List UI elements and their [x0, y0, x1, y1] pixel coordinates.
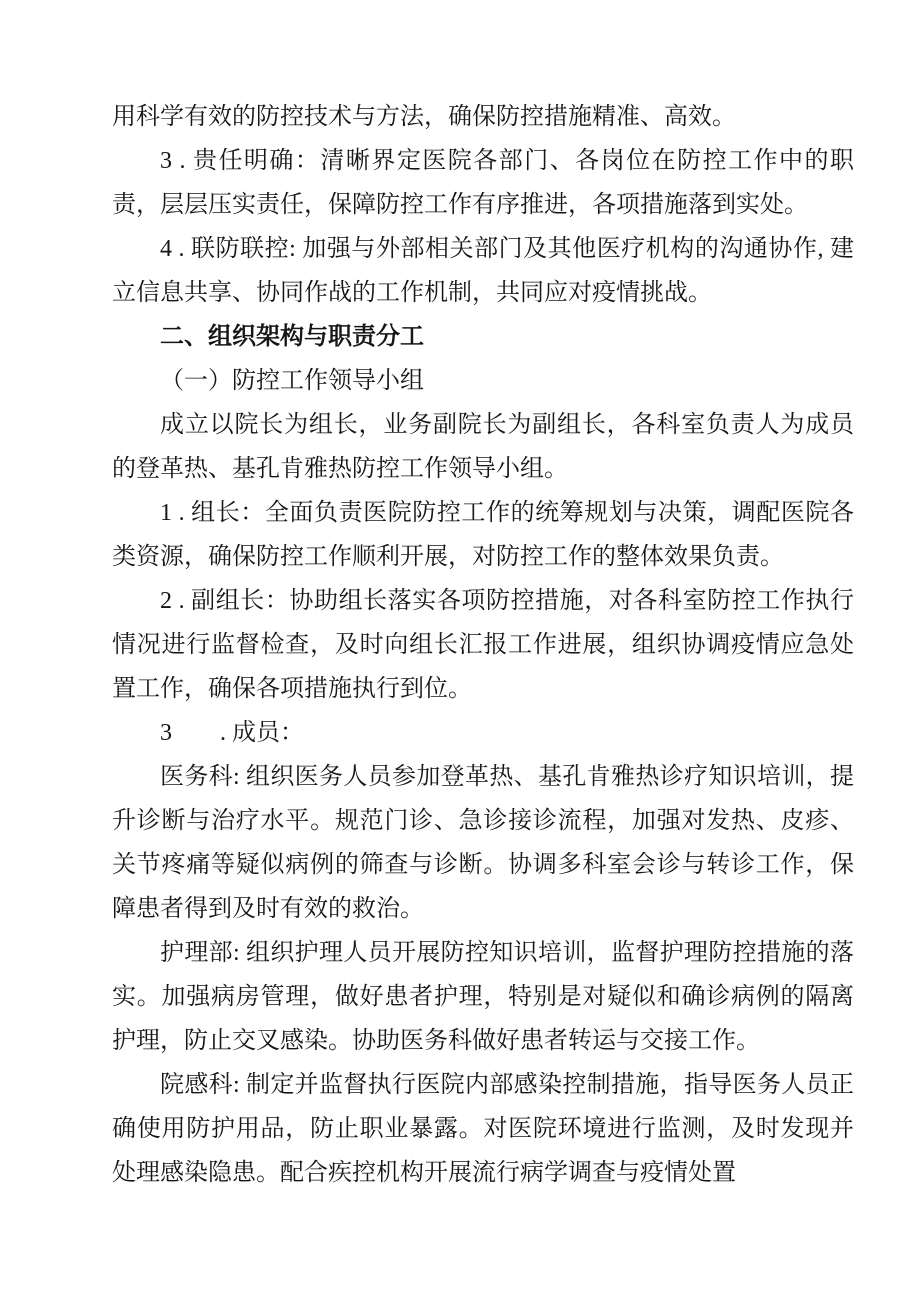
- paragraph-deputy-leader-duty: 2 . 副组长：协助组长落实各项防控措施，对各科室防控工作执行情况进行监督检查，及时向组长汇报工作进展，组织协调疫情应急处置工作，确保各项措施执行到位。: [112, 588, 854, 702]
- subsection-heading-leading-group: （一）防控工作领导小组: [160, 368, 424, 394]
- paragraph-medical-affairs-dept: 医务科: 组织医务人员参加登革热、基孔肯雅热诊疗知识培训，提升诊断与治疗水平。规范门诊、急诊接诊流程，加强对发热、皮疹、关节疼痛等疑似病例的筛查与诊断。协调多科室会诊与转诊工作，保障患者得到及时有效的救治。: [112, 764, 854, 922]
- paragraph-joint-prevention-control: 4 . 联防联控: 加强与外部相关部门及其他医疗机构的沟通协作, 建立信息共享、协同作战的工作机制，共同应对疫情挑战。: [112, 236, 854, 306]
- paragraph-group-establishment: 成立以院长为组长，业务副院长为副组长，各科室负责人为成员的登革热、基孔肯雅热防控工作领导小组。: [112, 412, 854, 482]
- section-heading-organization-structure: 二、组织架构与职责分工: [160, 323, 424, 350]
- paragraph-method-continuation: 用科学有效的防控技术与方法，确保防控措施精准、高效。: [112, 104, 736, 130]
- paragraph-nursing-dept: 护理部: 组织护理人员开展防控知识培训，监督护理防控措施的落实。加强病房管理，做好患者护理，特别是对疑似和确诊病例的隔离护理，防止交叉感染。协助医务科做好患者转运与交接工作。: [112, 940, 854, 1054]
- document-body: [112, 95, 854, 1195]
- paragraph-group-leader-duty: 1 . 组长：全面负责医院防控工作的统筹规划与决策，调配医院各类资源，确保防控工作顺利开展，对防控工作的整体效果负责。: [112, 500, 854, 570]
- paragraph-members-label: 3 . 成员：: [160, 720, 304, 746]
- paragraph-infection-control-dept: 院感科: 制定并监督执行医院内部感染控制措施，指导医务人员正确使用防护用品，防止职业暴露。对医院环境进行监测，及时发现并处理感染隐患。配合疾控机构开展流行病学调查与疫情处置: [112, 1072, 854, 1186]
- paragraph-responsibility-clear: 3 . 贵任明确：清晰界定医院各部门、各岗位在防控工作中的职责，层层压实责任，保障防控工作有序推进，各项措施落到实处。: [112, 148, 854, 218]
